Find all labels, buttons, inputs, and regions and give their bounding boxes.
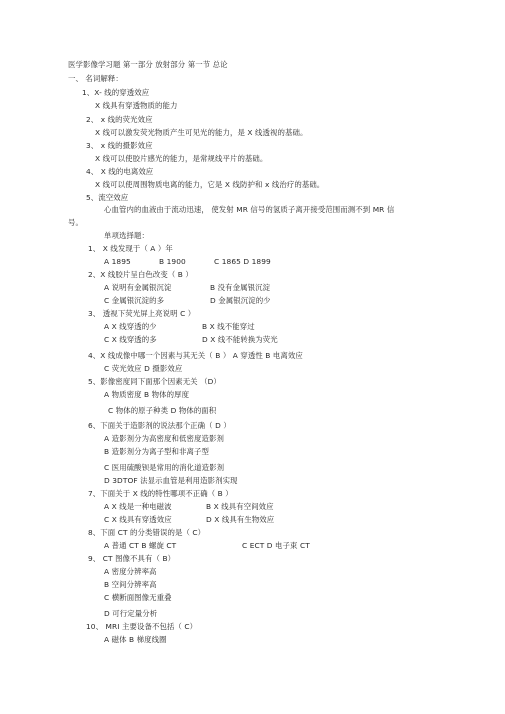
question-3-options	[104, 322, 255, 331]
option: C X 线具有穿透效应	[104, 515, 172, 524]
question-2-options	[104, 296, 271, 305]
question-6-option-d: D 3DTOF 法显示血管是利用造影剂实现	[104, 476, 238, 485]
question-2: 2、X 线胶片呈白色改变（ B ）	[88, 270, 193, 279]
section-heading-choice: 单项选择题：	[104, 231, 149, 240]
option: A 说明有金属银沉淀	[104, 283, 172, 292]
definition-text: X 线具有穿透物质的能力	[95, 101, 178, 110]
question-3: 3、 透视下荧光屏上亮说明 C ）	[88, 309, 196, 318]
option: A X 线是一种电磁波	[104, 502, 172, 511]
question-9-option-d: D 可行定量分析	[104, 609, 158, 618]
definition-term: 4、 X 线的电离效应	[86, 167, 154, 176]
question-6-option-c: C 医用硫酸钡是常用的消化道造影剂	[104, 463, 225, 472]
definition-text: 心血管内的血液由于流动迅速， 使发射 MR 信号的氢质子离开接受范围而测不到 MR 信	[104, 205, 395, 214]
option: A 1895	[104, 257, 131, 266]
definition-text: X 线可以使周围物质电离的能力，它是 X 线防护和 x 线治疗的基础。	[95, 180, 325, 189]
option: D 金属银沉淀的少	[210, 296, 271, 305]
option: C 金属银沉淀的多	[104, 296, 165, 305]
question-8-options	[104, 541, 310, 550]
question-5-options: C 物体的原子种类 D 物体的面积	[108, 406, 217, 415]
question-5: 5、影像密度同下面那个因素无关 （D）	[88, 377, 221, 386]
question-1: 1、 X 线发现于（ A ）年	[88, 244, 173, 253]
section-heading-definitions: 一、 名词解释：	[68, 74, 123, 83]
question-1-options	[104, 257, 271, 266]
definition-term: 3、 x 线的摄影效应	[86, 141, 153, 150]
option: C X 线穿透的多	[104, 335, 157, 344]
question-6-option-a: A 造影剂分为高密度和低密度造影剂	[104, 434, 224, 443]
option: A 普通 CT B 螺旋 CT	[104, 541, 177, 550]
question-8: 8、下面 CT 的分类错误的是（ C）	[88, 528, 206, 537]
question-9-option-c: C 横断面图像无重叠	[104, 593, 172, 602]
definition-text: X 线可以激发荧光物质产生可见光的能力，是 X 线透视的基础。	[95, 128, 308, 137]
question-9: 9、 CT 图像不具有（ B）	[88, 554, 176, 563]
option: B 没有金属银沉淀	[210, 283, 271, 292]
option: B 1900	[159, 257, 186, 266]
definition-term: 2、 x 线的荧光效应	[86, 115, 153, 124]
option: D X 线具有生物效应	[206, 515, 275, 524]
option: B X 线不能穿过	[202, 322, 255, 331]
question-9-option-b: B 空间分辨率高	[104, 580, 157, 589]
question-10-options: A 磁体 B 梯度线圈	[104, 635, 167, 644]
definition-term: 5、流空效应	[86, 193, 129, 202]
question-9-option-a: A 密度分辨率高	[104, 567, 157, 576]
option: A X 线穿透的少	[104, 322, 157, 331]
option: C 1865 D 1899	[214, 257, 271, 266]
definition-text: X 线可以使胶片感光的能力，是常规线平片的基础。	[95, 154, 268, 163]
definition-term: 1、X- 线的穿透效应	[82, 88, 150, 97]
question-7-options	[104, 515, 274, 524]
question-6-option-b: B 造影剂分为离子型和非离子型	[104, 447, 209, 456]
question-4-options: C 荧光效应 D 摄影效应	[104, 364, 183, 373]
question-2-options	[104, 283, 270, 292]
question-3-options	[104, 335, 278, 344]
option: C ECT D 电子束 CT	[242, 541, 310, 550]
question-7: 7、下面关于 X 线的特性哪项不正确（ B ）	[88, 489, 233, 498]
definition-text-continued: 号。	[68, 218, 83, 227]
question-4: 4、X 线成像中哪一个因素与其无关（ B ） A 穿透性 B 电离效应	[88, 351, 303, 360]
document-title: 医学影像学习题 第一部分 放射部分 第一节 总论	[68, 60, 228, 69]
question-6: 6、下面关于造影剂的说法那个正确（ D ）	[88, 421, 231, 430]
question-7-options	[104, 502, 274, 511]
option: B X 线具有空间效应	[206, 502, 274, 511]
option: D X 线不能转换为荧光	[202, 335, 278, 344]
question-5-options: A 物质密度 B 物体的厚度	[104, 390, 190, 399]
question-10: 10、 MRI 主要设备不包括（ C）	[86, 622, 198, 631]
